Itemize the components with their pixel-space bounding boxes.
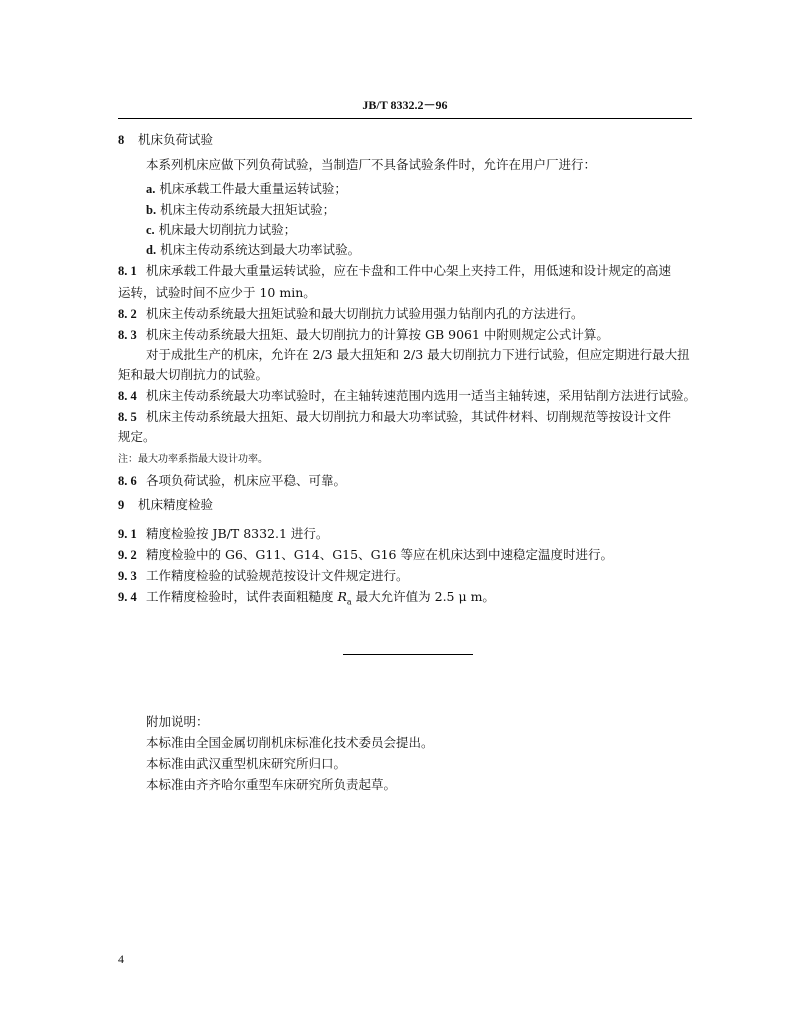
appendix-line: 本标准由武汉重型机床研究所归口。: [146, 756, 347, 771]
clause-9-3: 9. 3 工作精度检验的试验规范按设计文件规定进行。: [118, 568, 409, 583]
clause-8-5: 8. 5 机床主传动系统最大扭矩、最大切削抗力和最大功率试验，其试件材料、切削规范等按设计文件: [118, 409, 672, 424]
clause-9-4: 9. 4 工作精度检验时，试件表面粗糙度 $R_a$ 最大允许值为 2.5 μ m。: [118, 589, 495, 607]
clause-9-1: 9. 1 精度检验按 JB/T 8332.1 进行。: [118, 526, 329, 541]
section-title: 机床负荷试验: [138, 132, 214, 147]
clause-8-5-cont: 规定。: [118, 429, 156, 444]
clause-8-2: 8. 2 机床主传动系统最大扭矩试验和最大切削抗力试验用强力钻削内孔的方法进行。: [118, 306, 584, 321]
list-item: c. 机床最大切削抗力试验；: [146, 222, 297, 237]
appendix-line: 本标准由齐齐哈尔重型车床研究所负责起草。: [146, 777, 397, 792]
clause-8-3: 8. 3 机床主传动系统最大扭矩、最大切削抗力的计算按 GB 9061 中附则规定公式计算。: [118, 327, 609, 342]
clause-8-6: 8. 6 各项负荷试验，机床应平稳、可靠。: [118, 473, 347, 488]
header-rule: [118, 118, 692, 119]
clause-8-4: 8. 4 机床主传动系统最大功率试验时，在主轴转速范围内选用一适当主轴转速，采用钻削方法进行试验。: [118, 388, 697, 403]
section-number: 9: [118, 498, 125, 512]
end-rule: [343, 654, 473, 655]
section-number: 8: [118, 133, 125, 147]
list-item: a. 机床承载工件最大重量运转试验；: [146, 181, 347, 196]
section-9-heading: [118, 497, 692, 513]
clause-8-1: 8. 1 机床承载工件最大重量运转试验，应在卡盘和工件中心架上夹持工件，用低速和设计规定的高速: [118, 263, 672, 278]
page-number: 4: [118, 952, 124, 966]
appendix-heading: 附加说明：: [146, 714, 209, 729]
clause-8-3-para-cont: 矩和最大切削抗力的试验。: [118, 367, 269, 382]
section-8-heading: [118, 132, 692, 148]
section-title: 机床精度检验: [138, 497, 214, 512]
appendix-line: 本标准由全国金属切削机床标准化技术委员会提出。: [146, 735, 434, 750]
note: 注：最大功率系指最大设计功率。: [118, 454, 268, 465]
roughness-symbol: R: [337, 589, 347, 604]
clause-9-2: 9. 2 精度检验中的 G6、G11、G14、G15、G16 等应在机床达到中速稳定温度时进行。: [118, 547, 613, 562]
page-header: JB/T 8332.2－96: [362, 98, 448, 112]
list-item: d. 机床主传动系统达到最大功率试验。: [146, 242, 361, 257]
clause-8-1-cont: 运转，试验时间不应少于 10 min。: [118, 285, 316, 300]
list-item: b. 机床主传动系统最大扭矩试验；: [146, 202, 336, 217]
clause-8-3-para: 对于成批生产的机床，允许在 2/3 最大扭矩和 2/3 最大切削抗力下进行试验，但应定期进行最大扭: [146, 347, 690, 362]
section-8-intro: 本系列机床应做下列负荷试验，当制造厂不具备试验条件时，允许在用户厂进行：: [146, 157, 597, 172]
